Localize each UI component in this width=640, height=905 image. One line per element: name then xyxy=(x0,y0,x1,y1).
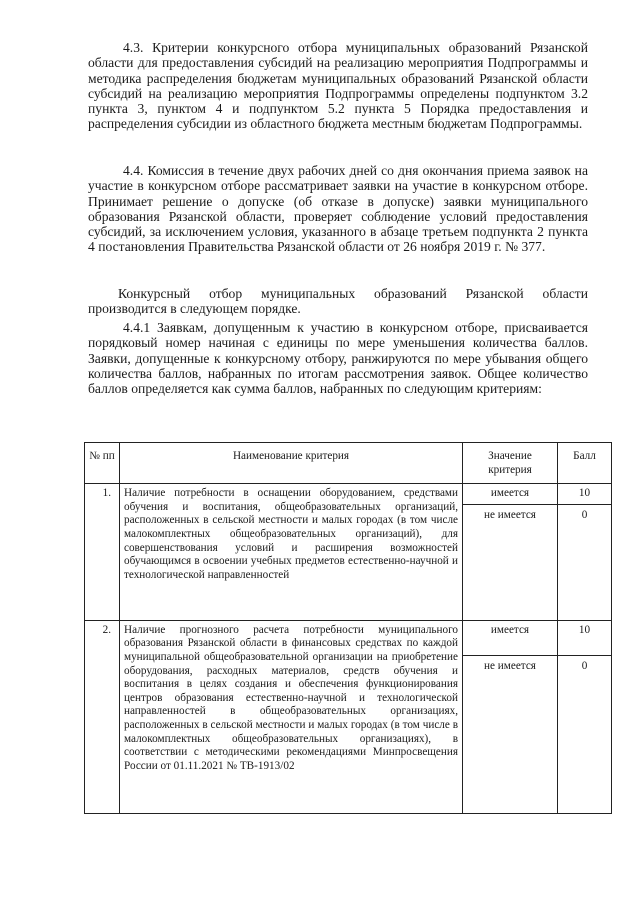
header-points: Балл xyxy=(558,443,612,484)
header-number: № пп xyxy=(85,443,120,484)
paragraph-4-3: 4.3. Критерии конкурсного отбора муниципальных образований Рязанской области для предоставления субсидий на реализацию мероприятия Подпрограммы и методика распределения бюджетам муниципальных образований Рязанской области субсидий на реализацию мероприятия Подпрограммы определены подпунктом 3.2 пункта 3, пунктом 4 и подпунктом 5.2 пункта 5 Порядка предоставления и распределения субсидии из областного бюджета местным бюджетам Подпрограммы. xyxy=(88,40,588,132)
header-criterion-name: Наименование критерия xyxy=(120,443,463,484)
criterion-points: 0 xyxy=(558,655,612,813)
criterion-points: 10 xyxy=(558,484,612,505)
header-criterion-value: Значение критерия xyxy=(463,443,558,484)
table-row xyxy=(85,620,612,655)
table-row xyxy=(85,484,612,505)
criterion-value-option: имеется xyxy=(463,484,558,505)
criterion-points: 0 xyxy=(558,504,612,620)
paragraph-selection-order: Конкурсный отбор муниципальных образований Рязанской области производится в следующем порядке. xyxy=(88,286,588,317)
row-number: 2. xyxy=(85,620,120,813)
criterion-points: 10 xyxy=(558,620,612,655)
criterion-name: Наличие прогнозного расчета потребности муниципального образования Рязанской области в финансовых средствах по каждой муниципальной общеобразовательной организации на приобретение оборудования, расходных материалов, средств обучения и воспитания в целях создания и обеспечения функционирования центров образования естественно-научной и технологической направленностей в общеобразовательных организациях, расположенных в сельской местности и малых городах (в том числе в малокомплектных общеобразовательных организациях), в соответствии с методическими рекомендациями Минпросвещения России от 01.11.2021 № ТВ-1913/02 xyxy=(120,620,463,813)
paragraph-4-4-1: 4.4.1 Заявкам, допущенным к участию в конкурсном отборе, присваивается порядковый номер начиная с единицы по мере уменьшения количества баллов. Заявки, допущенные к конкурсному отбору, ранжируются по мере убывания общего количества баллов, набранных по итогам рассмотрения заявок. Общее количество баллов определяется как сумма баллов, набранных по следующим критериям: xyxy=(88,320,588,397)
row-number: 1. xyxy=(85,484,120,621)
criteria-table xyxy=(84,442,612,814)
paragraph-4-4: 4.4. Комиссия в течение двух рабочих дней со дня окончания приема заявок на участие в конкурсном отборе рассматривает заявки на участие в конкурсном отборе. Принимает решение о допуске (об отказе в допуске) заявки муниципального образования Рязанской области, проверяет соблюдение условий предоставления субсидий, за исключением условия, указанного в абзаце третьем подпункта 2 пункта 4 постановления Правительства Рязанской области от 26 ноября 2019 г. № 377. xyxy=(88,163,588,255)
criterion-value-option: не имеется xyxy=(463,655,558,813)
table-header-row xyxy=(85,443,612,484)
criterion-value-option: не имеется xyxy=(463,504,558,620)
criterion-name: Наличие потребности в оснащении оборудованием, средствами обучения и воспитания, общеобразовательных организаций, расположенных в сельской местности и малых городах (в том числе малокомплектных общеобразовательных организаций), для совершенствования условий и расширения возможностей обучающимся в освоении учебных предметов естественно-научной и технологической направленностей xyxy=(120,484,463,621)
criterion-value-option: имеется xyxy=(463,620,558,655)
